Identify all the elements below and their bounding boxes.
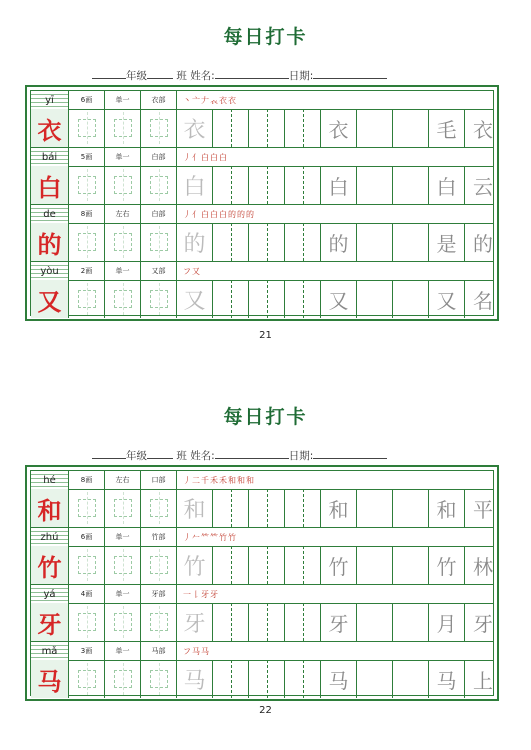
center-guide-line — [303, 660, 304, 698]
model-character: 竹 — [31, 546, 69, 584]
example-character: 衣 — [321, 109, 357, 147]
stroke-count: 6画 — [69, 528, 105, 546]
dashed-practice-box — [213, 280, 249, 318]
center-guide-line — [303, 489, 304, 527]
practice-box — [69, 166, 105, 204]
practice-box — [69, 603, 105, 641]
dashed-practice-box — [249, 660, 285, 698]
structure: 单一 — [105, 148, 141, 166]
model-character: 衣 — [31, 109, 69, 147]
example-character: 牙 — [321, 603, 357, 641]
center-guide-line — [231, 223, 232, 261]
blank-box — [393, 166, 429, 204]
word-character: 衣 — [473, 117, 493, 142]
writing-grid-row — [31, 280, 493, 318]
practice-box — [141, 223, 177, 261]
word-character: 竹 — [429, 546, 465, 584]
pinyin: bái — [31, 148, 69, 166]
word-character: 又 — [429, 280, 465, 318]
example-character: 和 — [321, 489, 357, 527]
dashed-practice-box — [285, 546, 321, 584]
dashed-practice-box — [285, 166, 321, 204]
dashed-practice-box — [213, 546, 249, 584]
trace-character: 又 — [177, 280, 213, 318]
practice-box — [105, 660, 141, 698]
word-character: 的 — [473, 231, 493, 256]
word-character: 林 — [473, 554, 493, 579]
example-character: 竹 — [321, 546, 357, 584]
practice-box — [105, 223, 141, 261]
center-guide-line — [303, 223, 304, 261]
structure: 单一 — [105, 262, 141, 280]
word-character: 和 — [429, 489, 465, 527]
dashed-practice-box — [213, 109, 249, 147]
structure: 单一 — [105, 91, 141, 109]
structure: 单一 — [105, 585, 141, 603]
practice-box — [141, 660, 177, 698]
center-guide-line — [303, 166, 304, 204]
writing-grid-row — [31, 546, 493, 585]
blank-box — [357, 109, 393, 147]
dashed-practice-box — [213, 660, 249, 698]
character-entry — [31, 148, 493, 205]
word-character: 马 — [429, 660, 465, 698]
dashed-practice-box — [213, 489, 249, 527]
word-character: 云 — [473, 174, 493, 199]
blank-box — [393, 603, 429, 641]
structure: 左右 — [105, 205, 141, 223]
entry-info-row — [31, 471, 493, 490]
page-number: 22 — [259, 705, 272, 716]
radical: 衣部 — [141, 91, 177, 109]
stroke-order: フ马马 — [183, 646, 210, 656]
blank-box — [357, 603, 393, 641]
center-guide-line — [303, 546, 304, 584]
word-character: 牙 — [473, 611, 493, 636]
practice-box — [69, 660, 105, 698]
practice-box — [105, 546, 141, 584]
class-label: 班 — [176, 450, 187, 462]
grade-label: 年级 — [126, 70, 147, 82]
practice-box — [141, 603, 177, 641]
writing-grid-row — [31, 109, 493, 148]
blank-box — [393, 660, 429, 698]
character-entry — [31, 642, 493, 699]
word-character: 上 — [473, 668, 493, 693]
stroke-order: 丿亻白白白的的的 — [183, 209, 255, 219]
center-guide-line — [231, 109, 232, 147]
pinyin: yī — [31, 91, 69, 109]
stroke-order: 一𠄌牙牙 — [183, 589, 219, 599]
entry-info-row — [31, 528, 493, 547]
practice-box — [69, 280, 105, 318]
pinyin: de — [31, 205, 69, 223]
dashed-practice-box — [285, 109, 321, 147]
entry-info-row — [31, 642, 493, 661]
blank-box — [357, 166, 393, 204]
page-title: 每日打卡 — [223, 26, 308, 48]
model-character: 和 — [31, 489, 69, 527]
radical: 竹部 — [141, 528, 177, 546]
stroke-count: 8画 — [69, 205, 105, 223]
radical: 白部 — [141, 205, 177, 223]
center-guide-line — [267, 280, 268, 318]
center-guide-line — [231, 660, 232, 698]
dashed-practice-box — [285, 603, 321, 641]
blank-box — [357, 223, 393, 261]
word-character: 是 — [429, 223, 465, 261]
entry-info-row — [31, 91, 493, 110]
entry-info-row — [31, 205, 493, 224]
model-character: 白 — [31, 166, 69, 204]
center-guide-line — [303, 280, 304, 318]
dashed-practice-box — [249, 603, 285, 641]
center-guide-line — [267, 603, 268, 641]
trace-character: 和 — [177, 489, 213, 527]
structure: 左右 — [105, 471, 141, 489]
dashed-practice-box — [249, 280, 285, 318]
trace-character: 的 — [177, 223, 213, 261]
writing-grid-row — [31, 660, 493, 698]
radical: 马部 — [141, 642, 177, 660]
dashed-practice-box — [213, 603, 249, 641]
dashed-practice-box — [285, 280, 321, 318]
radical: 牙部 — [141, 585, 177, 603]
character-entry — [31, 585, 493, 642]
practice-box — [141, 489, 177, 527]
dashed-practice-box — [285, 489, 321, 527]
practice-box — [141, 280, 177, 318]
class-label: 班 — [176, 70, 187, 82]
center-guide-line — [267, 489, 268, 527]
stroke-count: 8画 — [69, 471, 105, 489]
word-character: 名 — [473, 288, 493, 313]
practice-box — [141, 166, 177, 204]
entry-info-row — [31, 585, 493, 604]
practice-box — [141, 546, 177, 584]
stroke-count: 5画 — [69, 148, 105, 166]
practice-box — [69, 546, 105, 584]
dashed-practice-box — [249, 489, 285, 527]
name-label: 姓名: — [190, 450, 215, 462]
trace-character: 衣 — [177, 109, 213, 147]
pinyin: mǎ — [31, 642, 69, 660]
character-entry — [31, 262, 493, 319]
practice-box — [69, 223, 105, 261]
practice-box — [105, 603, 141, 641]
practice-box — [105, 280, 141, 318]
stroke-count: 6画 — [69, 91, 105, 109]
practice-sheet — [25, 465, 499, 701]
page-title: 每日打卡 — [223, 406, 308, 428]
grade-label: 年级 — [126, 450, 147, 462]
word-character: 平 — [473, 497, 493, 522]
center-guide-line — [267, 166, 268, 204]
stroke-count: 2画 — [69, 262, 105, 280]
blank-box — [357, 546, 393, 584]
dashed-practice-box — [249, 546, 285, 584]
structure: 单一 — [105, 528, 141, 546]
example-character: 又 — [321, 280, 357, 318]
dashed-practice-box — [285, 660, 321, 698]
radical: 又部 — [141, 262, 177, 280]
trace-character: 牙 — [177, 603, 213, 641]
word-character: 白 — [429, 166, 465, 204]
practice-box — [105, 489, 141, 527]
student-info-line — [92, 447, 387, 463]
blank-box — [357, 660, 393, 698]
center-guide-line — [267, 660, 268, 698]
writing-grid-row — [31, 489, 493, 528]
practice-sheet — [25, 85, 499, 321]
dashed-practice-box — [249, 166, 285, 204]
stroke-count: 4画 — [69, 585, 105, 603]
example-character: 马 — [321, 660, 357, 698]
date-label: 日期: — [288, 450, 314, 462]
pinyin: yá — [31, 585, 69, 603]
model-character: 又 — [31, 280, 69, 318]
trace-character: 竹 — [177, 546, 213, 584]
structure: 单一 — [105, 642, 141, 660]
pinyin: zhú — [31, 528, 69, 546]
practice-box — [105, 109, 141, 147]
stroke-order: 丿𠂉𥫗𥫗竹竹 — [183, 532, 237, 542]
center-guide-line — [231, 546, 232, 584]
practice-box — [69, 109, 105, 147]
radical: 白部 — [141, 148, 177, 166]
model-character: 马 — [31, 660, 69, 698]
blank-box — [393, 489, 429, 527]
model-character: 牙 — [31, 603, 69, 641]
stroke-order: 丶亠𠂇𧘇衣衣 — [183, 95, 237, 105]
center-guide-line — [303, 603, 304, 641]
dashed-practice-box — [285, 223, 321, 261]
model-character: 的 — [31, 223, 69, 261]
blank-box — [393, 109, 429, 147]
center-guide-line — [303, 109, 304, 147]
writing-grid-row — [31, 166, 493, 205]
center-guide-line — [231, 166, 232, 204]
center-guide-line — [267, 109, 268, 147]
dashed-practice-box — [249, 223, 285, 261]
stroke-order: 丿亻白白白 — [183, 152, 228, 162]
date-label: 日期: — [288, 70, 314, 82]
example-character: 的 — [321, 223, 357, 261]
trace-character: 马 — [177, 660, 213, 698]
page-number: 21 — [259, 330, 272, 341]
character-entry — [31, 205, 493, 262]
radical: 口部 — [141, 471, 177, 489]
center-guide-line — [267, 546, 268, 584]
center-guide-line — [267, 223, 268, 261]
blank-box — [357, 489, 393, 527]
writing-grid-row — [31, 603, 493, 642]
character-entry — [31, 91, 493, 148]
practice-box — [141, 109, 177, 147]
center-guide-line — [231, 489, 232, 527]
stroke-order: 丿二千禾禾和和和 — [183, 475, 255, 485]
stroke-order: フ又 — [183, 266, 201, 276]
character-entry — [31, 471, 493, 528]
practice-box — [105, 166, 141, 204]
character-entry — [31, 528, 493, 585]
example-character: 白 — [321, 166, 357, 204]
dashed-practice-box — [249, 109, 285, 147]
writing-grid-row — [31, 223, 493, 262]
pinyin: hé — [31, 471, 69, 489]
blank-box — [357, 280, 393, 318]
center-guide-line — [231, 603, 232, 641]
stroke-count: 3画 — [69, 642, 105, 660]
dashed-practice-box — [213, 166, 249, 204]
blank-box — [393, 223, 429, 261]
word-character: 毛 — [429, 109, 465, 147]
center-guide-line — [231, 280, 232, 318]
word-character: 月 — [429, 603, 465, 641]
dashed-practice-box — [213, 223, 249, 261]
blank-box — [393, 546, 429, 584]
student-info-line — [92, 67, 387, 83]
name-label: 姓名: — [190, 70, 215, 82]
entry-info-row — [31, 262, 493, 281]
entry-info-row — [31, 148, 493, 167]
pinyin: yòu — [31, 262, 69, 280]
trace-character: 白 — [177, 166, 213, 204]
blank-box — [393, 280, 429, 318]
practice-box — [69, 489, 105, 527]
